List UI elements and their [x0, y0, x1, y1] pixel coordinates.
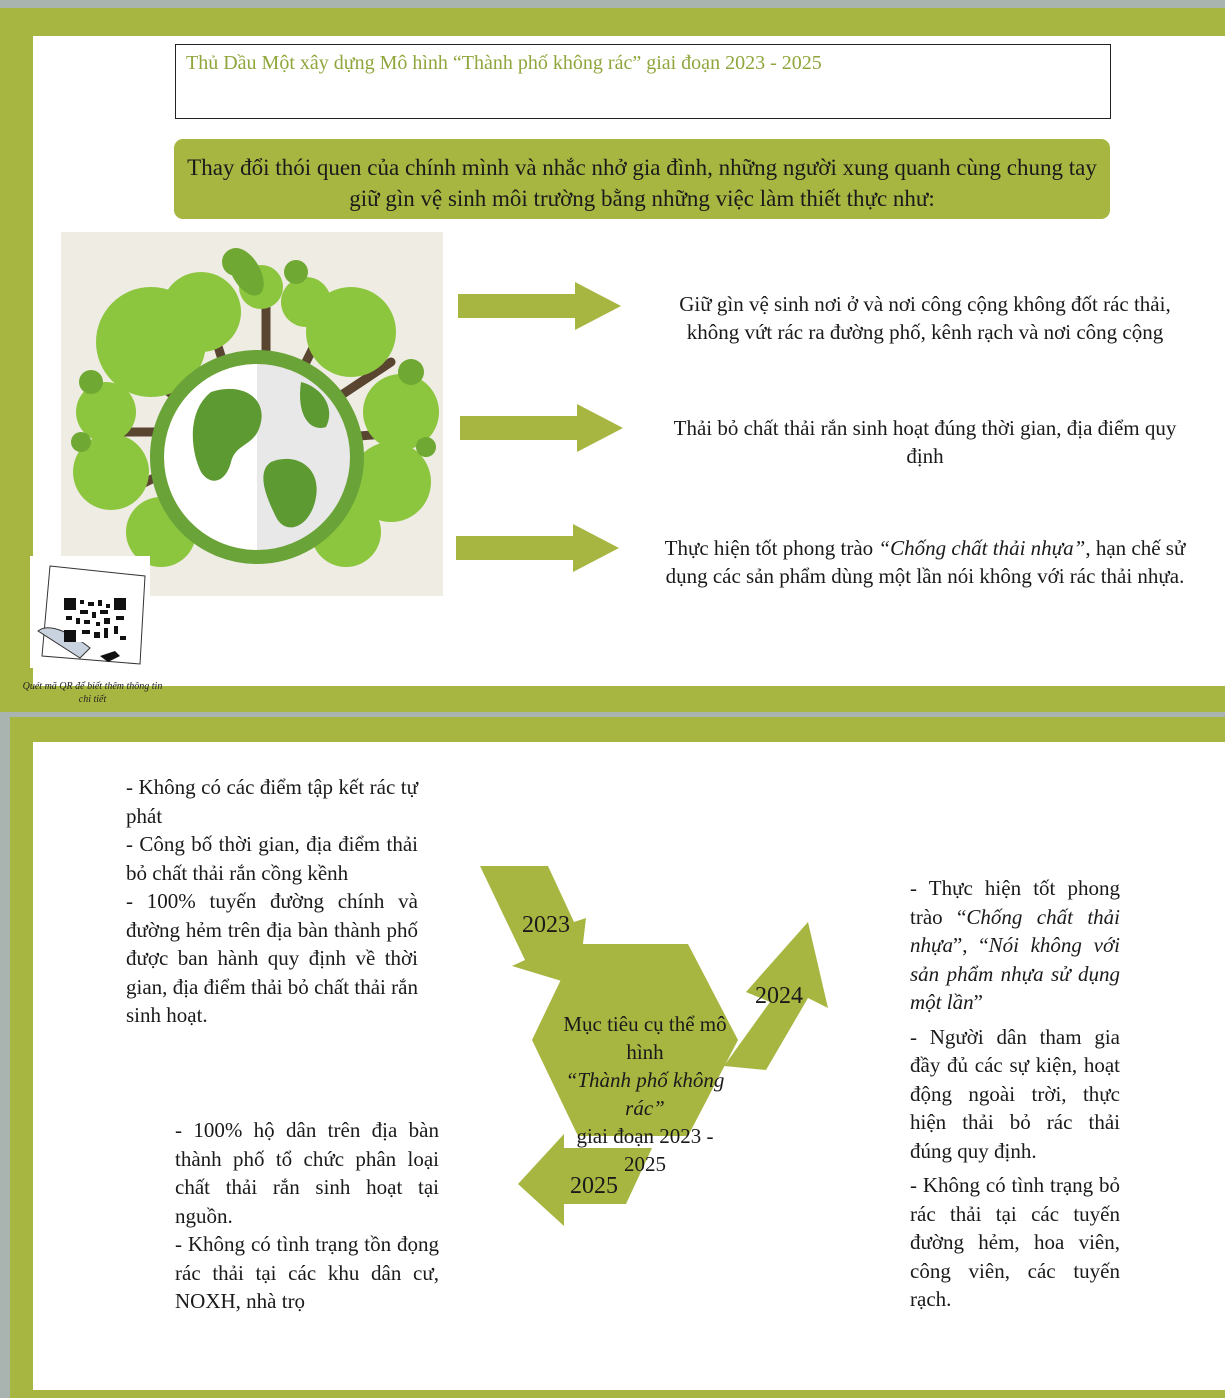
goal-text: ”, “	[952, 933, 989, 957]
action-item-hygiene: Giữ gìn vệ sinh nơi ở và nơi công cộng không đốt rác thải, không vứt rác ra đường phố, kênh rạch và nơi công cộng	[679, 292, 1171, 344]
globe-trees-illustration	[61, 232, 443, 596]
goals-2024-list	[910, 874, 1120, 1314]
qr-caption: Quét mã QR để biết thêm thông tin chi tiết	[22, 681, 163, 705]
goal-item: - Người dân tham gia đầy đủ các sự kiện, hoạt động ngoài trời, thực hiện thải bỏ rác thải đúng quy định.	[910, 1024, 1120, 1163]
intro-banner: Thay đổi thói quen của chính mình và nhắc nhở gia đình, những người xung quanh cùng chung tay giữ gìn vệ sinh môi trường bằng những việc làm thiết thực như:	[174, 139, 1110, 219]
campaign-name: Chống chất thải nhựa	[910, 904, 1120, 957]
qr-code-graphic	[30, 556, 150, 668]
year-2023-label: 2023	[522, 912, 570, 938]
center-line2: giai đoạn 2023 - 2025	[576, 1124, 714, 1176]
goals-2025-list	[175, 1116, 439, 1316]
arrow-right-icon	[457, 404, 627, 452]
goals-2023-list	[126, 773, 418, 1030]
model-name: “Thành phố không rác”	[565, 1068, 725, 1120]
year-2025-label: 2025	[570, 1173, 618, 1199]
campaign-name: Nói không với sản phẩm nhựa sử dụng một lần	[910, 933, 1120, 1014]
goal-text: ”	[973, 990, 983, 1014]
goal-item: - Không có tình trạng tồn đọng rác thải tại các khu dân cư, NOXH, nhà trọ	[175, 1232, 439, 1313]
page-title: Thủ Dầu Một xây dựng Mô hình “Thành phố không rác” giai đoạn 2023 - 2025	[175, 44, 1111, 119]
goal-item: - 100% tuyến đường chính và đường hẻm trên địa bàn thành phố được ban hành quy định về thời gian, địa điểm thải bỏ chất thải rắn sinh hoạt.	[126, 889, 418, 1027]
center-goal-text	[560, 1010, 730, 1178]
year-2024-label: 2024	[755, 983, 803, 1009]
campaign-name: “Chống chất thải nhựa”	[878, 536, 1086, 560]
goal-item	[910, 874, 1120, 1017]
arrow-right-icon	[455, 282, 625, 330]
goal-item: - Không có các điểm tập kết rác tự phát	[126, 775, 418, 828]
goal-item: - Công bố thời gian, địa điểm thải bỏ chất thải rắn cồng kềnh	[126, 832, 418, 885]
center-line1: Mục tiêu cụ thể mô hình	[563, 1012, 727, 1064]
action-item-plastic-campaign	[660, 534, 1190, 590]
action-item-waste-disposal: Thải bỏ chất thải rắn sinh hoạt đúng thời gian, địa điểm quy định	[673, 416, 1177, 468]
arrow-right-icon	[453, 524, 623, 572]
action-text-pre: Thực hiện tốt phong trào	[664, 536, 879, 560]
action-text-post: , hạn chế sử dụng các sản phẩm dùng một lần nói không với rác thải nhựa.	[665, 536, 1186, 588]
goal-text: - Thực hiện tốt phong trào “	[910, 876, 1120, 929]
goal-item: - 100% hộ dân trên địa bàn thành phố tổ chức phân loại chất thải rắn sinh hoạt tại nguồn.	[175, 1118, 439, 1228]
goal-item: - Không có tình trạng bỏ rác thải tại các tuyến đường hẻm, hoa viên, công viên, các tuyến rạch.	[910, 1173, 1120, 1311]
